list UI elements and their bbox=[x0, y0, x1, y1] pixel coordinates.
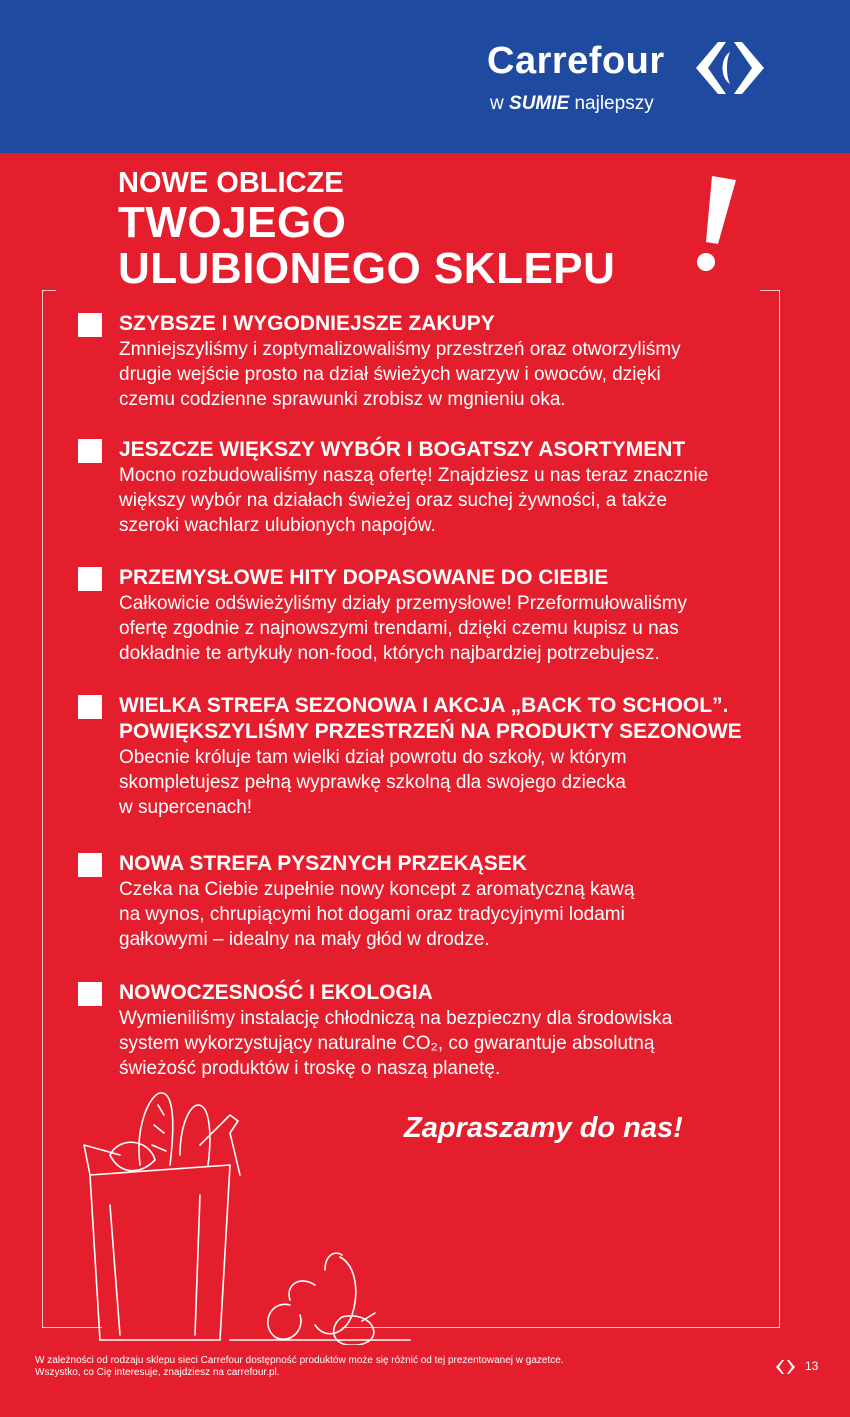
carrefour-mini-logo-icon bbox=[775, 1359, 797, 1375]
feature-item-6 bbox=[78, 980, 768, 1081]
tagline-pre: w bbox=[490, 93, 504, 114]
feature-item-3 bbox=[78, 565, 768, 666]
tagline-strong: SUMIE bbox=[509, 93, 570, 114]
header-banner bbox=[0, 0, 850, 153]
headline-line-3: ULUBIONEGO SKLEPU bbox=[118, 244, 616, 293]
checkbox-icon bbox=[78, 439, 102, 463]
exclamation-mark-icon bbox=[684, 174, 744, 274]
headline-line-1: NOWE OBLICZE bbox=[118, 167, 344, 199]
brand-name: Carrefour bbox=[487, 40, 665, 82]
feature-title: NOWA STREFA PYSZNYCH PRZEKĄSEK bbox=[119, 852, 527, 875]
tagline-post: najlepszy bbox=[574, 93, 654, 114]
feature-body: Czeka na Ciebie zupełnie nowy koncept z aromatyczną kawą na wynos, chrupiącymi hot dogami oraz tradycyjnymi lodami gałkowymi – idealny na mały głód w drodze. bbox=[119, 879, 635, 950]
checkbox-icon bbox=[78, 567, 102, 591]
checkbox-icon bbox=[78, 313, 102, 337]
feature-item-4 bbox=[78, 693, 768, 820]
feature-title: SZYBSZE I WYGODNIEJSZE ZAKUPY bbox=[119, 312, 495, 335]
headline bbox=[118, 166, 615, 292]
call-to-action: Zapraszamy do nas! bbox=[404, 1112, 683, 1144]
checkbox-icon bbox=[78, 695, 102, 719]
feature-body: Całkowicie odświeżyliśmy działy przemysłowe! Przeformułowaliśmy ofertę zgodnie z najnowszymi trendami, dzięki czemu kupisz u nas dokładnie te artykuły non-food, których najbardziej potrzebujesz. bbox=[119, 593, 688, 664]
feature-item-2 bbox=[78, 437, 768, 538]
carrefour-logo-icon bbox=[690, 38, 780, 98]
feature-title: JESZCZE WIĘKSZY WYBÓR I BOGATSZY ASORTYMENT bbox=[119, 438, 686, 461]
brand-tagline bbox=[490, 93, 654, 115]
feature-title: PRZEMYSŁOWE HITY DOPASOWANE DO CIEBIE bbox=[119, 566, 609, 589]
feature-body: Wymieniliśmy instalację chłodniczą na bezpieczny dla środowiska system wykorzystujący naturalne CO₂, co gwarantuje absolutną świeżość produktów i troskę o naszą planetę. bbox=[119, 1008, 673, 1079]
feature-body: Obecnie króluje tam wielki dział powrotu do szkoły, w którym skompletujesz pełną wyprawkę szkolną dla swojego dziecka w supercenach! bbox=[119, 747, 627, 818]
feature-item-1 bbox=[78, 311, 768, 412]
feature-title-line-2: POWIĘKSZYLIŚMY PRZESTRZEŃ NA PRODUKTY SEZONOWE bbox=[119, 720, 742, 743]
feature-body: Mocno rozbudowaliśmy naszą ofertę! Znajdziesz u nas teraz znacznie większy wybór na działach świeżej oraz suchej żywności, a także szeroki wachlarz ulubionych napojów. bbox=[119, 465, 709, 536]
page-number: 13 bbox=[805, 1359, 819, 1373]
footnote: W zależności od rodzaju sklepu sieci Carrefour dostępność produktów może się różnić od tej prezentowanej w gazetce. Wszystko, co Cię interesuje, znajdziesz na carrefour.pl. bbox=[35, 1355, 564, 1378]
feature-title: WIELKA STREFA SEZONOWA I AKCJA „BACK TO SCHOOL”. bbox=[119, 694, 729, 717]
feature-body: Zmniejszyliśmy i zoptymalizowaliśmy przestrzeń oraz otworzyliśmy drugie wejście prosto na dział świeżych warzyw i owoców, dzięki czemu codzienne sprawunki zrobisz w mgnieniu oka. bbox=[119, 339, 681, 410]
checkbox-icon bbox=[78, 982, 102, 1006]
shopping-bag-groceries-icon bbox=[80, 1085, 420, 1345]
feature-item-5 bbox=[78, 851, 768, 952]
feature-title: NOWOCZESNOŚĆ I EKOLOGIA bbox=[119, 981, 433, 1004]
headline-line-2: TWOJEGO bbox=[118, 198, 347, 247]
checkbox-icon bbox=[78, 853, 102, 877]
